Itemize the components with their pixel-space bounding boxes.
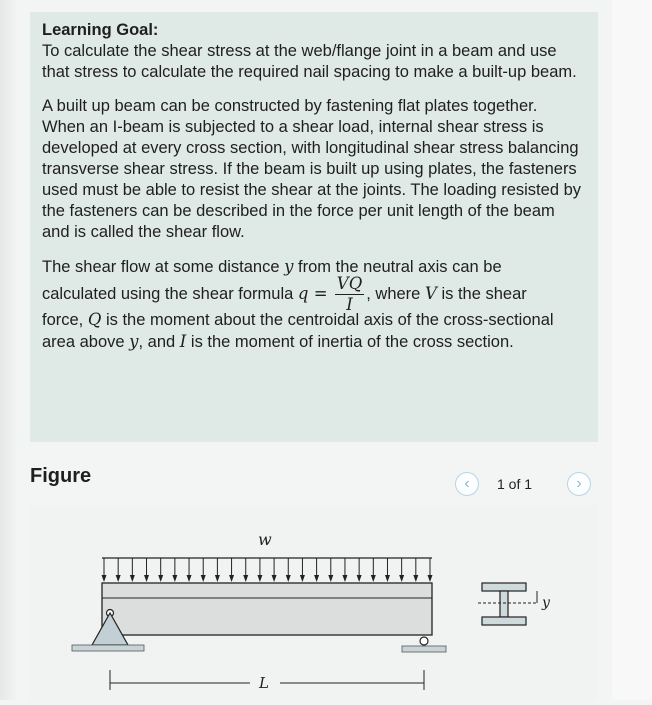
shear-flow-text-3d: is the moment of inertia of the cross section. xyxy=(186,333,514,351)
load-arrow-head xyxy=(385,575,390,582)
figure-canvas xyxy=(30,505,598,700)
var-y: y xyxy=(284,257,294,276)
shear-flow-text-3c: , and xyxy=(138,333,180,351)
beam-diagram xyxy=(30,505,598,700)
var-Q: Q xyxy=(87,310,102,329)
equals-sign: = xyxy=(308,283,333,303)
load-arrow-head xyxy=(130,575,135,582)
chevron-left-icon[interactable]: ‹ xyxy=(455,472,479,496)
load-arrow-head xyxy=(201,575,206,582)
load-arrow-head xyxy=(314,575,319,582)
pin-ground xyxy=(72,645,144,651)
load-arrow-head xyxy=(187,575,192,582)
load-arrow-head xyxy=(286,575,291,582)
figure-heading: Figure xyxy=(30,465,92,487)
length-label-L: L xyxy=(259,674,269,692)
shear-flow-text-3b: is the moment about the centroidal axis of the cross-sectional area above xyxy=(42,311,554,351)
beam xyxy=(102,583,432,635)
load-arrow-head xyxy=(158,575,163,582)
load-arrow-head xyxy=(328,575,333,582)
load-arrow-head xyxy=(428,575,433,582)
load-arrow-head xyxy=(116,575,121,582)
page-count: 1 of 1 xyxy=(497,476,533,492)
load-arrow-head xyxy=(399,575,404,582)
built-up-beam-paragraph: A built up beam can be constructed by fastening flat plates together. When an I-beam is subjected to a shear load, internal shear stress is developed at every cross section, with longitudinal shear stress balancing transverse shear stress. If the beam is built up using plates, the fasteners used must be able to resist the shear at the joints. The loading resisted by the fasteners can be described in the force per unit length of the beam and is called the shear flow. xyxy=(42,97,582,241)
goal-title: Learning Goal: xyxy=(42,21,159,39)
load-arrow-head xyxy=(172,575,177,582)
load-arrow-head xyxy=(300,575,305,582)
shear-flow-text-2b: , where xyxy=(366,284,425,303)
i-beam-cross-section xyxy=(482,583,526,625)
var-I: I xyxy=(179,332,187,351)
shear-flow-paragraph xyxy=(42,256,582,353)
var-q: q xyxy=(297,283,309,303)
var-v: V xyxy=(424,283,437,303)
learning-goal-text xyxy=(42,20,582,353)
fraction-numerator: VQ xyxy=(336,274,363,293)
load-label-w: w xyxy=(258,530,272,549)
load-arrow-head xyxy=(342,575,347,582)
fraction-denominator: I xyxy=(346,295,353,314)
load-arrow-head xyxy=(215,575,220,582)
y-label: y xyxy=(542,595,550,611)
shear-flow-text-3: force, xyxy=(42,311,88,329)
shear-flow-text-1: The shear flow at some distance xyxy=(42,258,285,276)
load-arrow-head xyxy=(272,575,277,582)
load-arrow-head xyxy=(371,575,376,582)
shear-flow-text-2c: is the shear xyxy=(436,284,527,303)
load-arrow-head xyxy=(257,575,262,582)
shear-flow-text-1b: from the neutral axis can be xyxy=(293,258,502,276)
goal-description: To calculate the shear stress at the web/flange joint in a beam and use that stress to calculate the required nail spacing to make a built-up beam. xyxy=(42,42,577,81)
page-edge xyxy=(0,0,18,700)
shear-formula-fraction xyxy=(335,274,364,315)
shear-flow-text-2: calculated using the shear formula xyxy=(42,284,298,303)
load-arrow-head xyxy=(102,575,107,582)
right-strip xyxy=(612,0,652,700)
roller-support xyxy=(420,637,428,645)
figure-pager xyxy=(455,472,595,498)
load-arrow-head xyxy=(357,575,362,582)
load-arrow-head xyxy=(229,575,234,582)
load-arrow-head xyxy=(243,575,248,582)
chevron-right-icon[interactable]: › xyxy=(567,472,591,496)
distributed-load-arrows xyxy=(102,558,433,582)
load-arrow-head xyxy=(144,575,149,582)
var-y-2: y xyxy=(129,332,139,351)
roller-ground xyxy=(402,646,446,652)
load-arrow-head xyxy=(413,575,418,582)
